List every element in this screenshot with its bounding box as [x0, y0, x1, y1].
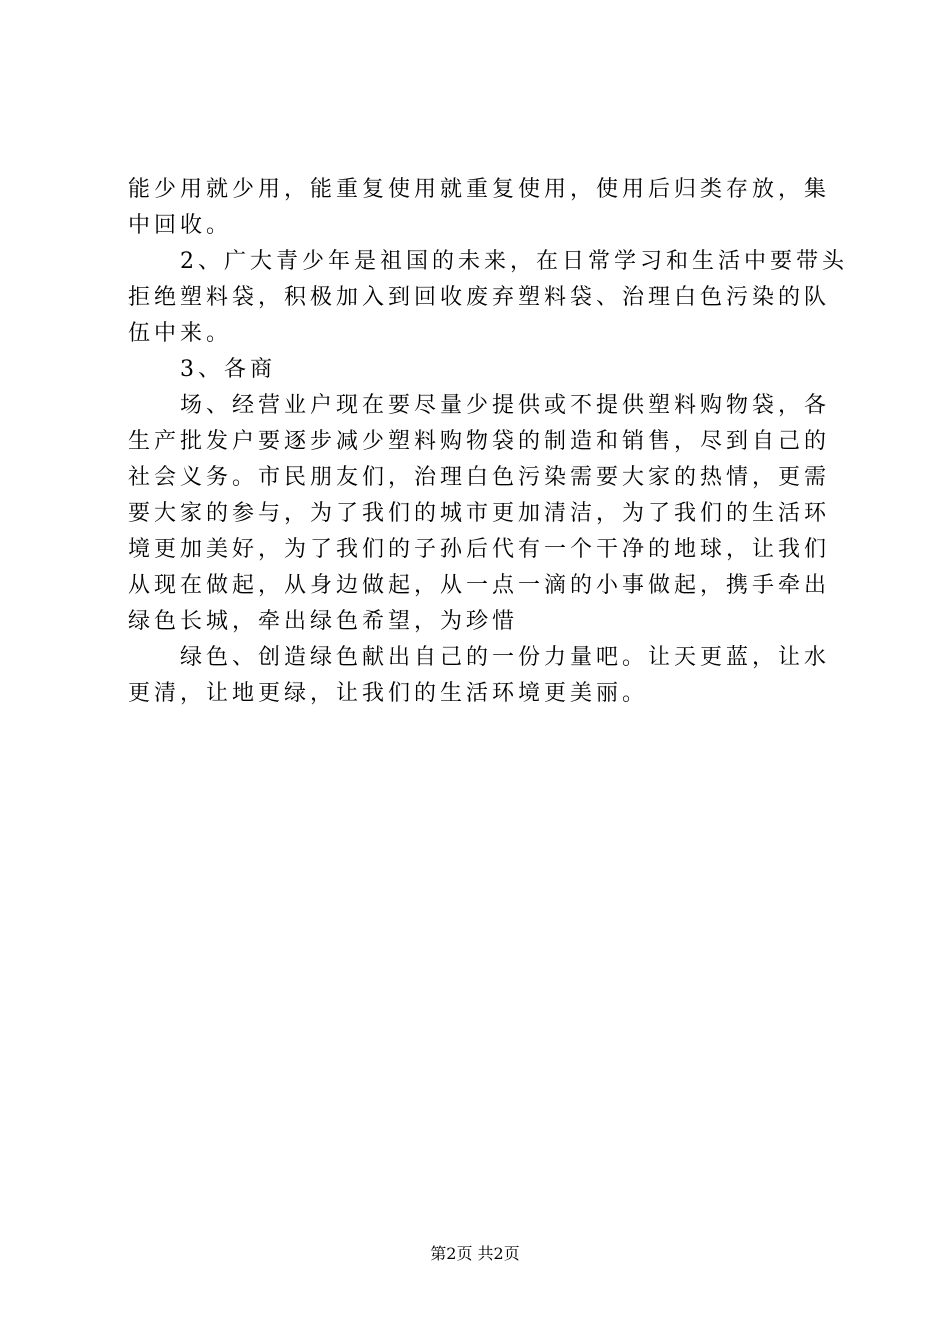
text-line: 更清，让地更绿，让我们的生活环境更美丽。 [128, 681, 649, 706]
text-line: 生产批发户要逐步减少塑料购物袋的制造和销售，尽到自己的 [128, 429, 831, 454]
text-line: 要大家的参与，为了我们的城市更加清洁，为了我们的生活环 [128, 501, 831, 526]
text-line: 中回收。 [128, 213, 233, 238]
text-line: 场、经营业户现在要尽量少提供或不提供塑料购物袋，各 [180, 393, 831, 418]
text-line: 能少用就少用，能重复使用就重复使用，使用后归类存放，集 [128, 177, 831, 202]
text-line: 社会义务。市民朋友们，治理白色污染需要大家的热情，更需 [128, 465, 831, 490]
text-line: 境更加美好，为了我们的子孙后代有一个干净的地球，让我们 [128, 537, 831, 562]
page-number-label: 第2页 共2页 [430, 1244, 520, 1263]
text-line: 绿色、创造绿色献出自己的一份力量吧。让天更蓝，让水 [180, 645, 831, 670]
text-line: 伍中来。 [128, 321, 233, 346]
text-line: 绿色长城，牵出绿色希望，为珍惜 [128, 609, 519, 634]
page-footer [0, 1244, 950, 1264]
document-body [128, 172, 848, 712]
text-line: 2、广大青少年是祖国的未来，在日常学习和生活中要带头 [180, 249, 848, 274]
text-line: 拒绝塑料袋，积极加入到回收废弃塑料袋、治理白色污染的队 [128, 285, 831, 310]
text-line: 3、各商 [180, 357, 276, 382]
text-line: 从现在做起，从身边做起，从一点一滴的小事做起，携手牵出 [128, 573, 831, 598]
